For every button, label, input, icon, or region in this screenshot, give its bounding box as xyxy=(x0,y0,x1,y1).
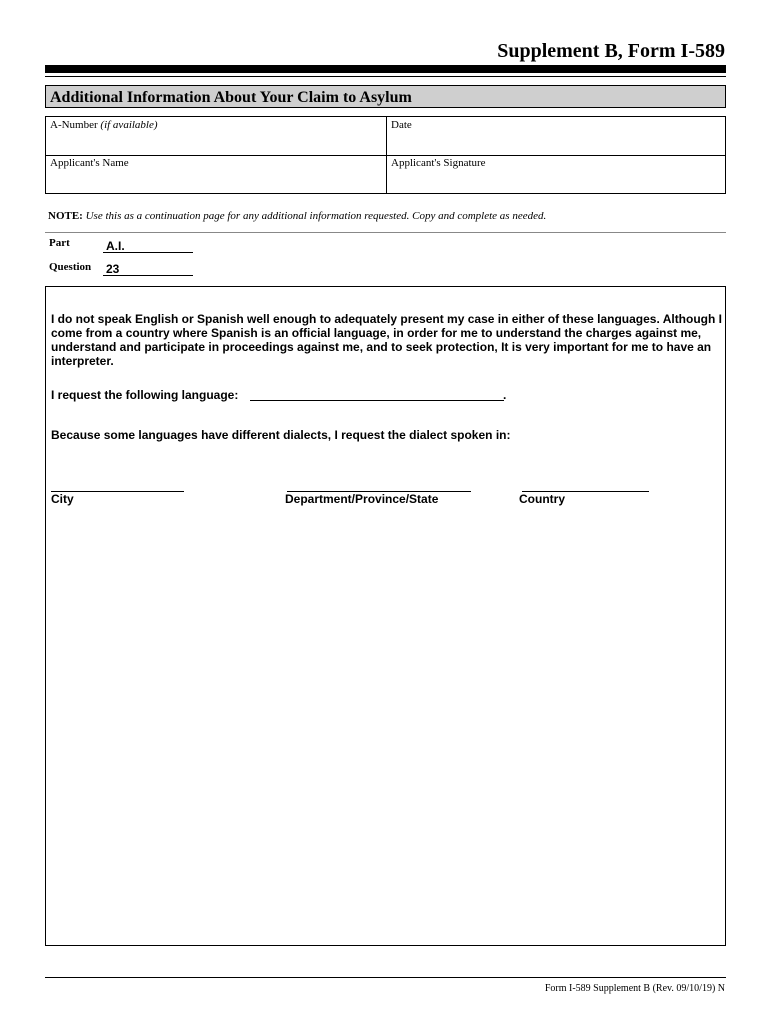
note-label: NOTE: xyxy=(48,210,83,222)
request-language-blank[interactable] xyxy=(250,400,504,401)
date-label: Date xyxy=(391,119,412,131)
department-label: Department/Province/State xyxy=(285,492,439,506)
request-language-period: . xyxy=(503,388,507,402)
a-number-label: A-Number xyxy=(50,119,98,131)
section-title: Additional Information About Your Claim to Asylum xyxy=(45,85,726,108)
note-text: Use this as a continuation page for any additional information requested. Copy and complete as needed. xyxy=(85,210,547,222)
applicant-signature-label: Applicant's Signature xyxy=(391,157,486,169)
applicant-signature-field[interactable] xyxy=(391,157,486,169)
note-rule xyxy=(45,232,726,233)
applicant-info-box xyxy=(45,116,726,194)
question-label: Question xyxy=(49,261,92,273)
note xyxy=(48,210,546,222)
request-language-label: I request the following language: xyxy=(51,388,239,402)
body-paragraph: I do not speak English or Spanish well enough to adequately present my case in either of these languages. Although I come from a country where Spanish is an official language, in order for me to understand the charges against me, understand and participate in proceedings against me, and to seek protection, It is very important for me to have an interpreter. xyxy=(51,312,723,368)
info-box-divider-horizontal xyxy=(46,155,725,156)
additional-info-textarea[interactable] xyxy=(45,286,726,946)
applicant-name-label: Applicant's Name xyxy=(50,157,129,169)
footer-rule xyxy=(45,977,726,978)
footer-text: Form I-589 Supplement B (Rev. 09/10/19) N xyxy=(544,983,725,994)
dialect-request-text: Because some languages have different dialects, I request the dialect spoken in: xyxy=(51,428,511,442)
country-label: Country xyxy=(519,492,565,506)
a-number-qualifier: (if available) xyxy=(100,119,158,131)
question-input[interactable]: 23 xyxy=(103,262,193,276)
form-title: Supplement B, Form I-589 xyxy=(497,40,725,62)
header-thick-rule xyxy=(45,65,726,73)
date-field[interactable] xyxy=(391,119,412,131)
header-thin-rule xyxy=(45,76,726,77)
part-label: Part xyxy=(49,237,70,249)
applicant-name-field[interactable] xyxy=(50,157,129,169)
a-number-field[interactable] xyxy=(50,119,158,131)
part-input[interactable]: A.I. xyxy=(103,239,193,253)
city-label: City xyxy=(51,492,74,506)
